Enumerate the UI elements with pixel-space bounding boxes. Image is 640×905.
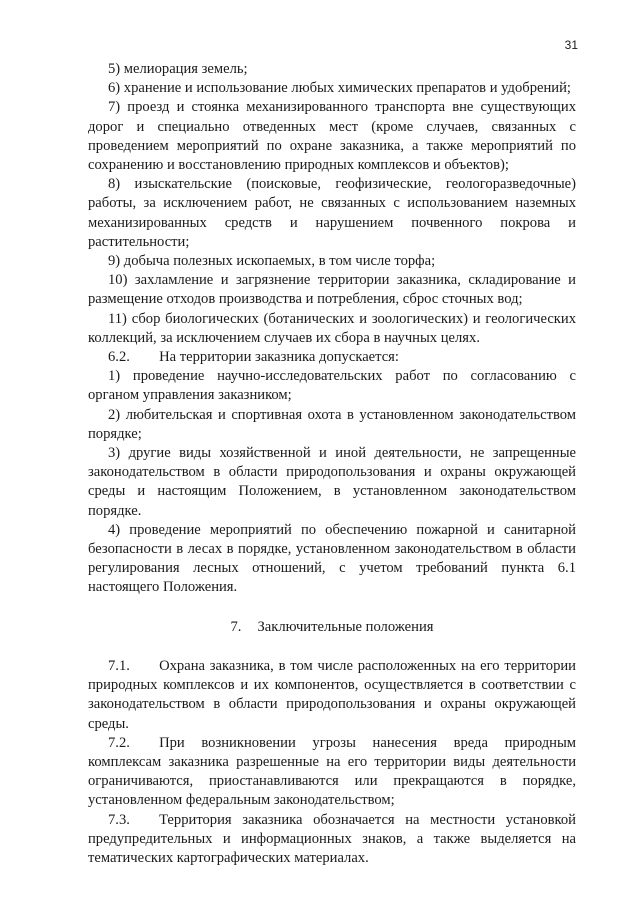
paragraph-allowed-4: 4) проведение мероприятий по обеспечению пожарной и санитарной безопасности в лесах в порядке, установленном законодательством в области регулирования лесных отношений, с учетом требований пункта 6.1 настоящего Положения. — [88, 521, 576, 596]
section-number: 7. — [230, 618, 242, 635]
paragraph-allowed-2: 2) любительская и спортивная охота в установленном законодательством порядке; — [88, 406, 576, 442]
paragraph-prohibition-11: 11) сбор биологических (ботанических и зоологических) и геологических коллекций, за исключением случаев их сбора в научных целях. — [88, 310, 576, 346]
section-title: Заключительные положения — [257, 618, 434, 635]
paragraph-prohibition-9: 9) добыча полезных ископаемых, в том числе торфа; — [108, 253, 436, 270]
paragraph-allowed-1: 1) проведение научно-исследовательских работ по согласованию с органом управления заказником; — [88, 368, 576, 404]
paragraph-prohibition-5: 5) мелиорация земель; — [108, 61, 248, 77]
paragraph-7-3: 7.3. Территория заказника обозначается на местности установкой предупредительных и информационных знаков, а также выделяется на тематических картографических материалах. — [88, 811, 576, 866]
paragraph-7-1: 7.1. Охрана заказника, в том числе расположенных на его территории природных комплексов и их компонентов, осуществляется в соответствии с законодательством в области природопользования и охраны окружающей среды. — [88, 657, 576, 732]
page-number: 31 — [564, 38, 578, 52]
paragraph-allowed-3: 3) другие виды хозяйственной и иной деятельности, не запрещенные законодательством в области природопользования и охраны окружающей среды и настоящим Положением, в установленном законодательством порядке. — [88, 445, 576, 519]
paragraph-prohibition-10: 10) захламление и загрязнение территории заказника, складирование и размещение отходов производства и потребления, сброс сточных вод; — [88, 272, 576, 308]
paragraph-prohibition-7: 7) проезд и стоянка механизированного транспорта вне существующих дорог и специально отведенных мест (кроме случаев, связанных с проведением мероприятий по охране заказника, а также мероприятий по сохранению и восстановлению природных комплексов и объектов); — [88, 99, 576, 174]
paragraph-prohibition-6: 6) хранение и использование любых химических препаратов и удобрений; — [108, 80, 571, 97]
document-body — [88, 60, 576, 868]
paragraph-6-2: 6.2. На территории заказника допускается: — [108, 349, 399, 366]
paragraph-prohibition-8: 8) изыскательские (поисковые, геофизические, геологоразведочные) работы, за исключением работ, не связанных с использованием наземных механизированных средств и нарушением почвенного покрова и растительности; — [88, 176, 576, 250]
section-heading — [88, 618, 576, 637]
paragraph-7-2: 7.2. При возникновении угрозы нанесения вреда природным комплексам заказника разрешенные на его территории виды деятельности ограничиваются, приостанавливаются или прекращаются в порядке, установленном федеральным законодательством; — [88, 734, 576, 809]
